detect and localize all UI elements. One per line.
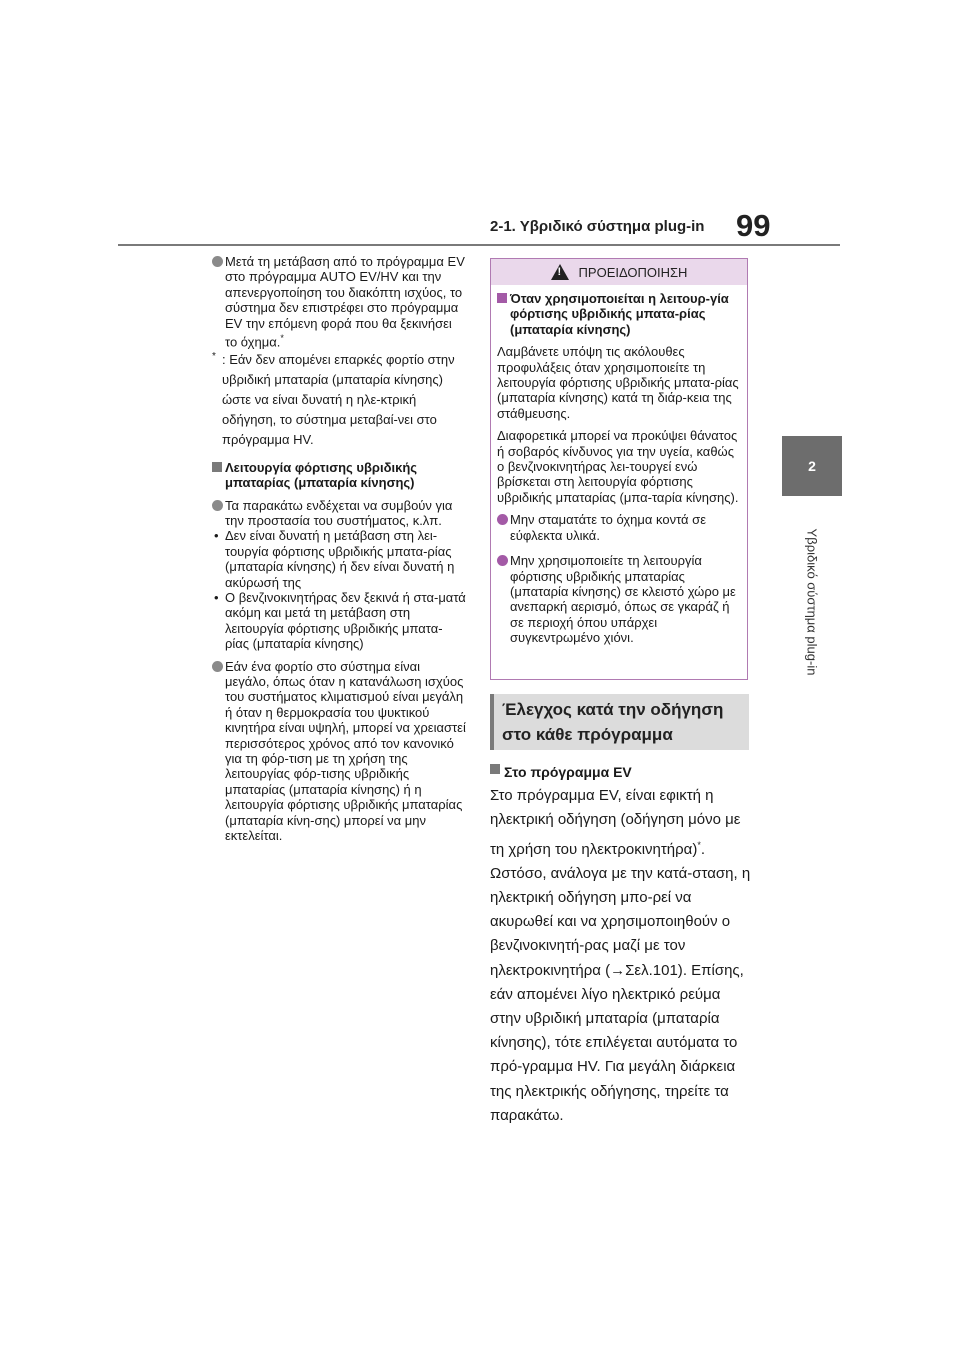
bullet-text: Εάν ένα φορτίο στο σύστημα είναι μεγάλο, όπως όταν η κατανάλωση ισχύος του συστήματος κλιματισμού είναι μεγάλη ή όταν η θερμοκρασία του ψυκτικού κινητήρα είναι υψηλή, μπορεί να χρειαστεί περισσότερος χρόνος από τον κανονικό για τη φόρ-τιση με τη χρήση της λειτουργίας φόρ-τισης υβριδικής μπαταρίας (μπαταρία κίνησης) ή η λειτουργία φόρτισης υβριδικής μπαταρίας (μπαταρία κίνη-σης) μπορεί να μην εκτελείται. <box>225 658 466 844</box>
list-bullet-icon: • <box>214 590 219 606</box>
warning-body <box>491 285 747 646</box>
driving-check-title: Έλεγχος κατά την οδήγηση στο κάθε πρόγραμμα <box>490 694 749 750</box>
bullet-dot-icon <box>212 500 223 511</box>
footnote-text: : Εάν δεν απομένει επαρκές φορτίο στην υβριδική μπαταρία (μπαταρία κίνησης) ώστε να είναι δυνατή η ηλε-κτρική οδήγηση, το σύστημα μεταβαί-νει στο πρόγραμμα HV. <box>222 351 455 447</box>
warning-bullet-text: Μην σταματάτε το όχημα κοντά σε εύφλεκτα υλικά. <box>510 512 706 543</box>
footnote-mark: * <box>280 333 284 344</box>
square-bullet-icon <box>212 462 222 472</box>
ev-mode-heading <box>490 760 752 784</box>
left-column <box>212 254 466 844</box>
warning-subheading-text: Όταν χρησιμοποιείται η λειτουρ-γία φόρτισης υβριδικής μπατα-ρίας (μπαταρία κίνησης) <box>510 291 729 337</box>
ev-mode-section <box>490 760 752 1128</box>
list-item <box>212 590 466 652</box>
bullet-dot-icon <box>212 661 223 672</box>
warning-title: ΠΡΟΕΙΔΟΠΟΙΗΣΗ <box>578 264 688 280</box>
chapter-tab <box>782 436 842 496</box>
warning-subheading <box>497 291 741 337</box>
chapter-number: 2 <box>808 458 816 474</box>
warning-box <box>490 258 748 680</box>
bullet-protection <box>212 498 466 529</box>
ev-body-text: . Επίσης, εάν απομένει λίγο ηλεκτρικό ρεύμα στην υβριδική μπαταρία (μπαταρία κίνησης), τότε επιλέγεται αυτόματα το πρό-γραμμα HV. Για μεγάλη διάρκεια της ηλεκτρικής οδήγησης, τηρείτε τα παρακάτω. <box>490 961 744 1124</box>
bullet-heavy-load <box>212 659 466 844</box>
bullet-ev-return <box>212 254 466 350</box>
header-rule <box>118 244 840 246</box>
charging-mode-heading-text: Λειτουργία φόρτισης υβριδικής μπαταρίας (μπαταρία κίνησης) <box>225 459 418 491</box>
bullet-dot-icon <box>212 256 223 267</box>
square-bullet-icon <box>490 764 500 774</box>
ev-mode-heading-text: Στο πρόγραμμα EV <box>504 764 632 780</box>
list-item-text: Ο βενζινοκινητήρας δεν ξεκινά ή στα-ματά ακόμη και μετά τη μετάβαση στη λειτουργία φόρτισης υβριδικής μπατα-ρίας (μπαταρία κίνησης) <box>225 590 466 652</box>
bullet-text: Τα παρακάτω ενδέχεται να συμβούν για την προστασία του συστήματος, κ.λπ. <box>225 497 453 528</box>
section-title: 2-1. Υβριδικό σύστημα plug-in <box>490 218 705 235</box>
warning-bullet <box>497 512 741 543</box>
warning-triangle-icon: ! <box>551 264 569 280</box>
charging-mode-heading <box>212 460 466 491</box>
chapter-label-text: Υβριδικό σύστημα plug-in <box>804 528 820 676</box>
chapter-label <box>782 512 842 692</box>
ev-mode-body <box>490 784 752 1128</box>
warning-paragraph: Λαμβάνετε υπόψη τις ακόλουθες προφυλάξεις όταν χρησιμοποιείτε τη λειτουργία φόρτισης υβριδικής μπατα-ρίας (μπαταρία κίνησης) κατά τη διάρ-κεια της στάθμευσης. <box>497 344 739 421</box>
page-reference-link[interactable]: (→Σελ.101) <box>605 961 683 979</box>
footnote-mark: * <box>697 839 701 850</box>
bullet-text: Μετά τη μετάβαση από το πρόγραμμα EV στο πρόγραμμα AUTO EV/HV και την απενεργοποίηση του διακόπτη ισχύος, το σύστημα δεν επιστρέφει στο πρόγραμμα EV την επόμενη φορά που θα ξεκινήσει το όχημα. <box>225 254 465 350</box>
footnote <box>212 350 466 450</box>
list-bullet-icon: • <box>214 528 219 544</box>
ev-body-text: Στο πρόγραμμα EV, είναι εφικτή η ηλεκτρική οδήγηση (οδήγηση μόνο με τη χρήση του ηλεκτροκινητήρα) <box>490 787 741 858</box>
list-item-text: Δεν είναι δυνατή η μετάβαση στη λει-τουργία φόρτισης υβριδικής μπατα-ρίας (μπαταρία κίνησης) ή δεν είναι δυνατή η ακύρωσή της <box>225 528 455 590</box>
bullet-dot-icon <box>497 514 508 525</box>
bullet-dot-icon <box>497 555 508 566</box>
warning-bullet <box>497 553 741 645</box>
footnote-star: * <box>212 350 216 362</box>
list-item <box>212 528 466 590</box>
ev-body-text: . Ωστόσο, ανάλογα με την κατά-σταση, η ηλεκτρική οδήγηση μπο-ρεί να ακυρωθεί και να χρησιμοποιηθούν ο βενζινοκινητή-ρας μαζί με τον ηλεκτροκινητήρα <box>490 840 751 979</box>
square-bullet-icon <box>497 293 507 303</box>
page-number: 99 <box>736 208 771 243</box>
warning-paragraph: Διαφορετικά μπορεί να προκύψει θάνατος ή σοβαρός κίνδυνος για την υγεία, καθώς ο βενζινοκινητήρας λει-τουργεί ενώ βρίσκεται στη λειτουργία φόρτισης υβριδικής μπαταρίας (μπα-ταρία κίνησης). <box>497 428 739 505</box>
warning-header <box>491 259 747 285</box>
warning-bullet-text: Μην χρησιμοποιείτε τη λειτουργία φόρτισης υβριδικής μπαταρίας (μπαταρία κίνησης) σε κλειστό χώρο με ανεπαρκή αερισμό, όπως σε γκαράζ ή σε περιοχή όπου υπάρχει συγκεντρωμένο χιόνι. <box>510 553 736 646</box>
